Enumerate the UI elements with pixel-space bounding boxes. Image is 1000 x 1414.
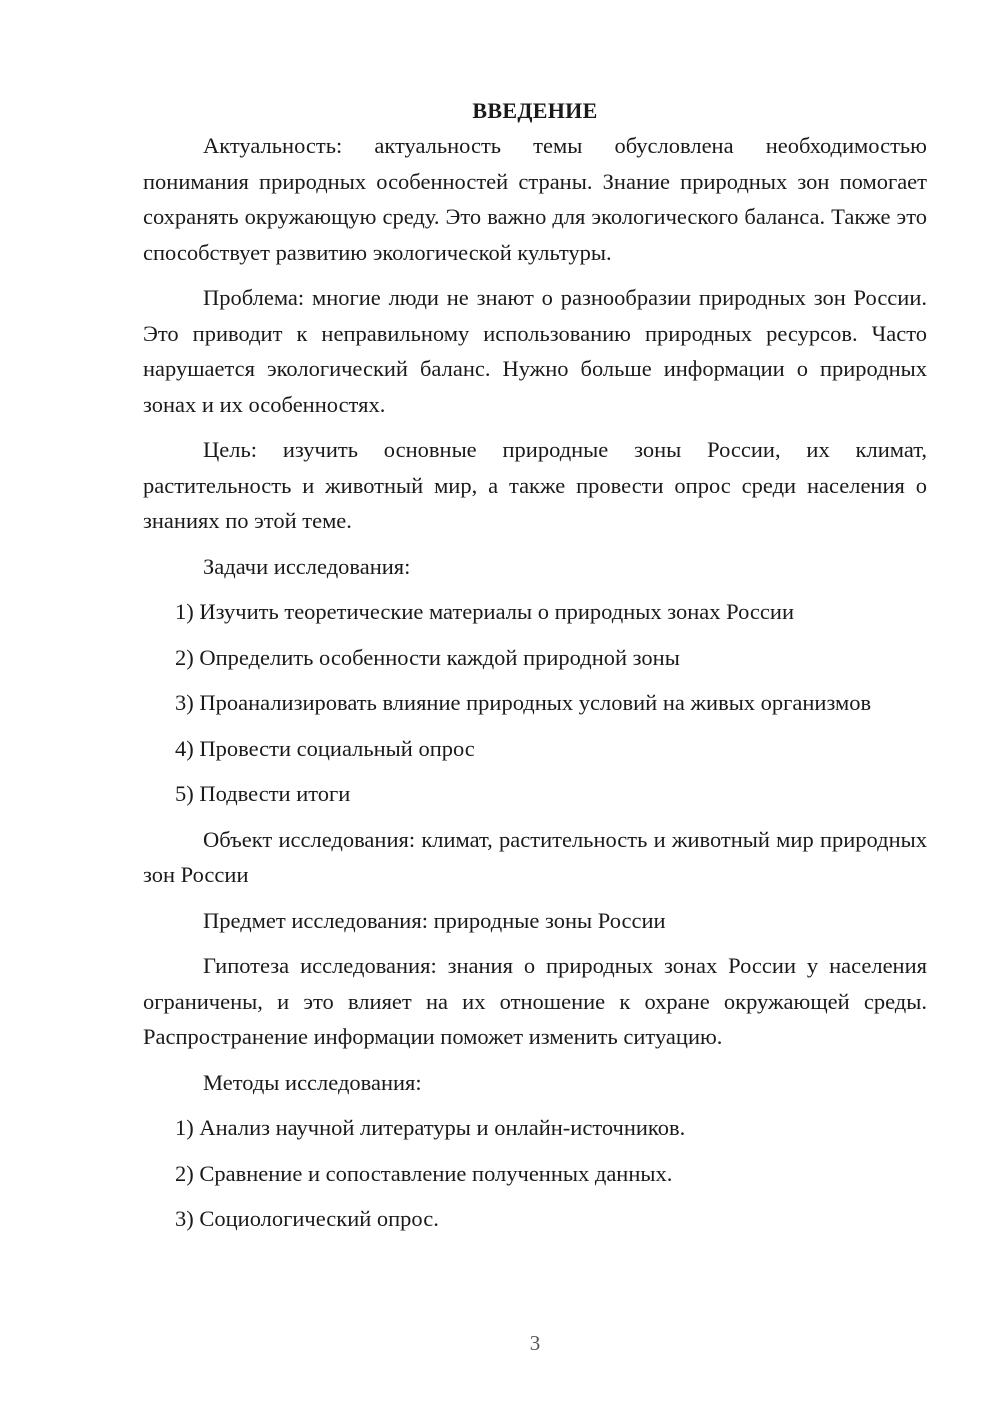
relevance-paragraph: Актуальность: актуальность темы обусловлена необходимостью понимания природных особенностей страны. Знание природных зон помогает сохранять окружающую среду. Это важно для экологического баланса. Также это способствует развитию экологической культуры. <box>143 133 927 265</box>
page-number: 3 <box>529 1331 541 1355</box>
task-item: 5) Подвести итоги <box>175 781 351 806</box>
method-item: 3) Социологический опрос. <box>175 1206 439 1231</box>
tasks-title: Задачи исследования: <box>203 553 411 579</box>
section-heading: ВВЕДЕНИЕ <box>472 98 598 123</box>
method-item: 1) Анализ научной литературы и онлайн-источников. <box>175 1115 686 1140</box>
goal-paragraph: Цель: изучить основные природные зоны России, их климат, растительность и животный мир, а также провести опрос среди населения о знаниях по этой теме. <box>143 437 927 533</box>
method-item: 2) Сравнение и сопоставление полученных данных. <box>175 1160 673 1186</box>
task-item: 3) Проанализировать влияние природных условий на живых организмов <box>175 690 872 715</box>
object-paragraph: Объект исследования: климат, растительность и животный мир природных зон России <box>143 826 927 887</box>
task-item: 1) Изучить теоретические материалы о природных зонах России <box>175 599 794 624</box>
problem-paragraph: Проблема: многие люди не знают о разнообразии природных зон России. Это приводит к неправильному использованию природных ресурсов. Часто нарушается экологический баланс. Нужно больше информации о природных зонах и их особенностях. <box>143 285 927 417</box>
task-item: 4) Провести социальный опрос <box>175 735 475 761</box>
document-page <box>143 93 927 1237</box>
subject-paragraph: Предмет исследования: природные зоны России <box>203 907 666 933</box>
methods-title: Методы исследования: <box>203 1069 422 1095</box>
task-item: 2) Определить особенности каждой природной зоны <box>175 644 680 670</box>
hypothesis-paragraph: Гипотеза исследования: знания о природных зонах России у населения ограничены, и это влияет на их отношение к охране окружающей среды. Распространение информации поможет изменить ситуацию. <box>143 953 927 1049</box>
